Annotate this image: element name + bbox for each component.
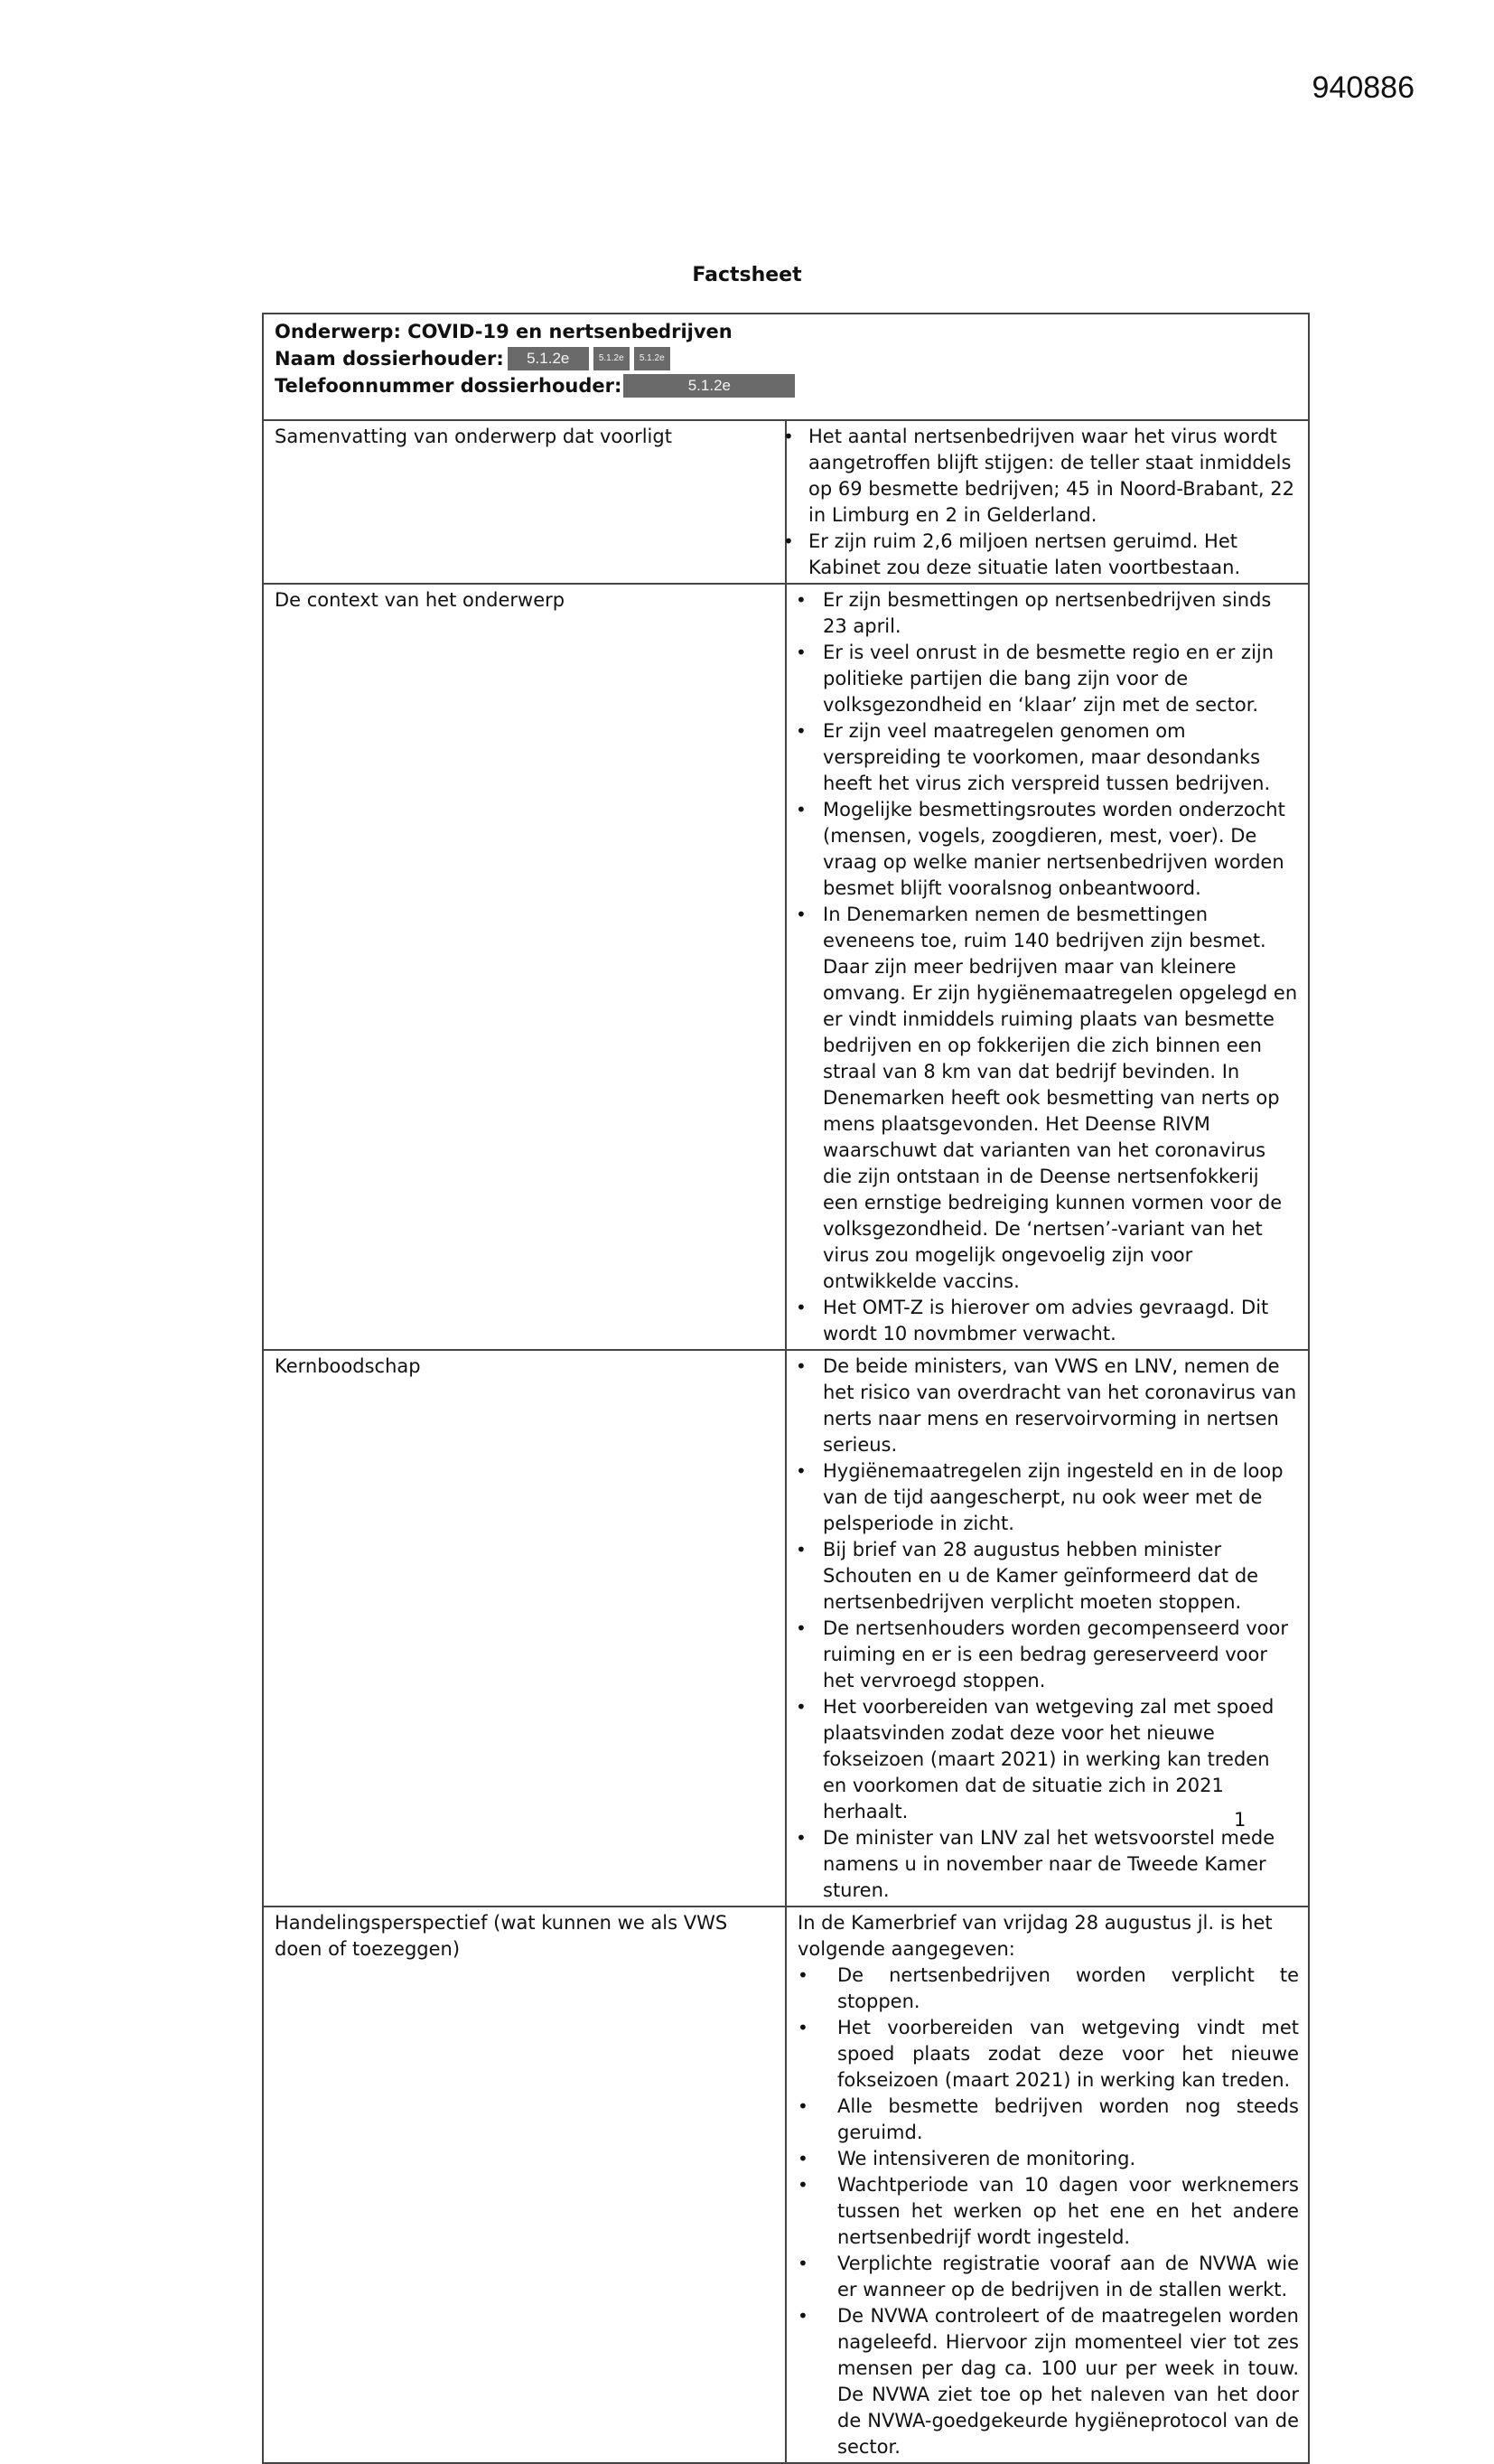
list-item: • We intensiveren de monitoring. [787, 2146, 1299, 2172]
phone-label: Telefoonnummer dossierhouder: [275, 374, 622, 397]
list-item: • In Denemarken nemen de besmettingen eveneens toe, ruim 140 bedrijven zijn besmet. Daar zijn meer bedrijven maar van kleinere omvang. Er zijn hygiënemaatregelen opgelegd en er vindt inmiddels ruiming plaats van besmette bedrijven en op fokkerijen die zich binnen een straal van 8 km van dat bedrijf bevinden. In Denemarken heeft ook besmetting van nerts op mens plaatsgevonden. Het Deense RIVM waarschuwt dat varianten van het coronavirus die zijn ontstaan in de Deense nertsenfokkerij een ernstige bedreiging kunnen vormen voor de volksgezondheid. De ‘nertsen’-variant van het virus zou mogelijk ongevoelig zijn voor ontwikkelde vaccins. [787, 902, 1299, 1295]
list-item: • Bij brief van 28 augustus hebben minister Schouten en u de Kamer geïnformeerd dat de nertsenbedrijven verplicht moeten stoppen. [787, 1537, 1299, 1616]
row-content [786, 420, 1309, 584]
list-item: • Het voorbereiden van wetgeving zal met spoed plaatsvinden zodat deze voor het nieuwe fokseizoen (maart 2021) in werking kan treden en voorkomen dat de situatie zich in 2021 herhaalt. [787, 1694, 1299, 1825]
list-item: • De nertsenhouders worden gecompenseerd voor ruiming en er is een bedrag gereserveerd voor het vervroegd stoppen. [787, 1616, 1299, 1694]
list-item: • Er is veel onrust in de besmette regio en er zijn politieke partijen die bang zijn voor de volksgezondheid en ‘klaar’ zijn met de sector. [787, 640, 1299, 718]
redaction-box: 5.1.2e [593, 347, 630, 370]
intro-text: In de Kamerbrief van vrijdag 28 augustus jl. is het volgende aangegeven: [798, 1912, 1273, 1960]
list-item: • Het aantal nertsenbedrijven waar het virus wordt aangetroffen blijft stijgen: de teller staat inmiddels op 69 besmette bedrijven; 45 in Noord-Brabant, 22 in Limburg en 2 in Gelderland. [787, 424, 1299, 529]
holder-line [275, 345, 1299, 372]
row-label: De context van het onderwerp [263, 584, 786, 1350]
redaction-box: 5.1.2e [623, 374, 795, 398]
list-item: • De NVWA controleert of de maatregelen worden nageleefd. Hiervoor zijn momenteel vier tot zes mensen per dag ca. 100 uur per week in touw. De NVWA ziet toe op het naleven van het door de NVWA-goedgekeurde hygiëneprotocol van de sector. [787, 2303, 1299, 2460]
header-row [263, 314, 1309, 420]
list-item: • Er zijn ruim 2,6 miljoen nertsen geruimd. Het Kabinet zou deze situatie laten voortbestaan. [787, 529, 1299, 581]
redaction-box: 5.1.2e [634, 347, 670, 370]
list-item: • Er zijn veel maatregelen genomen om verspreiding te voorkomen, maar desondanks heeft het virus zich verspreid tussen bedrijven. [787, 718, 1299, 797]
list-item: • Wachtperiode van 10 dagen voor werknemers tussen het werken op het ene en het andere nertsenbedrijf wordt ingesteld. [787, 2172, 1299, 2251]
row-label: Kernboodschap [263, 1350, 786, 1907]
context-row [263, 584, 1309, 1350]
list-item: • Alle besmette bedrijven worden nog steeds geruimd. [787, 2094, 1299, 2146]
phone-line [275, 372, 1299, 399]
factsheet-table [262, 313, 1310, 2464]
bullet-list [787, 424, 1299, 581]
list-item: • Mogelijke besmettingsroutes worden onderzocht (mensen, vogels, zoogdieren, mest, voer). De vraag op welke manier nertsenbedrijven worden besmet blijft vooralsnog onbeantwoord. [787, 797, 1299, 902]
bullet-list [787, 1354, 1299, 1904]
key-message-row [263, 1350, 1309, 1907]
list-item: • De nertsenbedrijven worden verplicht te stoppen. [787, 1963, 1299, 2015]
document-id: 940886 [1312, 70, 1415, 105]
list-item: • Er zijn besmettingen op nertsenbedrijven sinds 23 april. [787, 587, 1299, 640]
row-label: Handelingsperspectief (wat kunnen we als VWS doen of toezeggen) [263, 1907, 786, 2463]
row-label: Samenvatting van onderwerp dat voorligt [263, 420, 786, 584]
holder-label: Naam dossierhouder: [275, 347, 504, 370]
redaction-box: 5.1.2e [508, 347, 589, 370]
row-content [786, 1350, 1309, 1907]
list-item: • De beide ministers, van VWS en LNV, nemen de het risico van overdracht van het coronavirus van nerts naar mens en reservoirvorming in nertsen serieus. [787, 1354, 1299, 1458]
summary-row [263, 420, 1309, 584]
header-cell [263, 314, 1309, 420]
page-title: Factsheet [692, 264, 802, 286]
bullet-list [787, 587, 1299, 1347]
action-perspective-row [263, 1907, 1309, 2463]
bullet-list [787, 1963, 1299, 2460]
list-item: • De minister van LNV zal het wetsvoorstel mede namens u in november naar de Tweede Kamer sturen. [787, 1825, 1299, 1904]
row-content [786, 1907, 1309, 2463]
list-item: • Het OMT-Z is hierover om advies gevraagd. Dit wordt 10 novmbmer verwacht. [787, 1295, 1299, 1347]
row-content [786, 584, 1309, 1350]
list-item: • Hygiënemaatregelen zijn ingesteld en in de loop van de tijd aangescherpt, nu ook weer met de pelsperiode in zicht. [787, 1458, 1299, 1537]
subject-line: Onderwerp: COVID-19 en nertsenbedrijven [275, 320, 733, 342]
page-number: 1 [1234, 1809, 1247, 1831]
list-item: • Verplichte registratie vooraf aan de NVWA wie er wanneer op de bedrijven in de stallen werkt. [787, 2251, 1299, 2303]
list-item: • Het voorbereiden van wetgeving vindt met spoed plaats zodat deze voor het nieuwe fokseizoen (maart 2021) in werking kan treden. [787, 2015, 1299, 2094]
